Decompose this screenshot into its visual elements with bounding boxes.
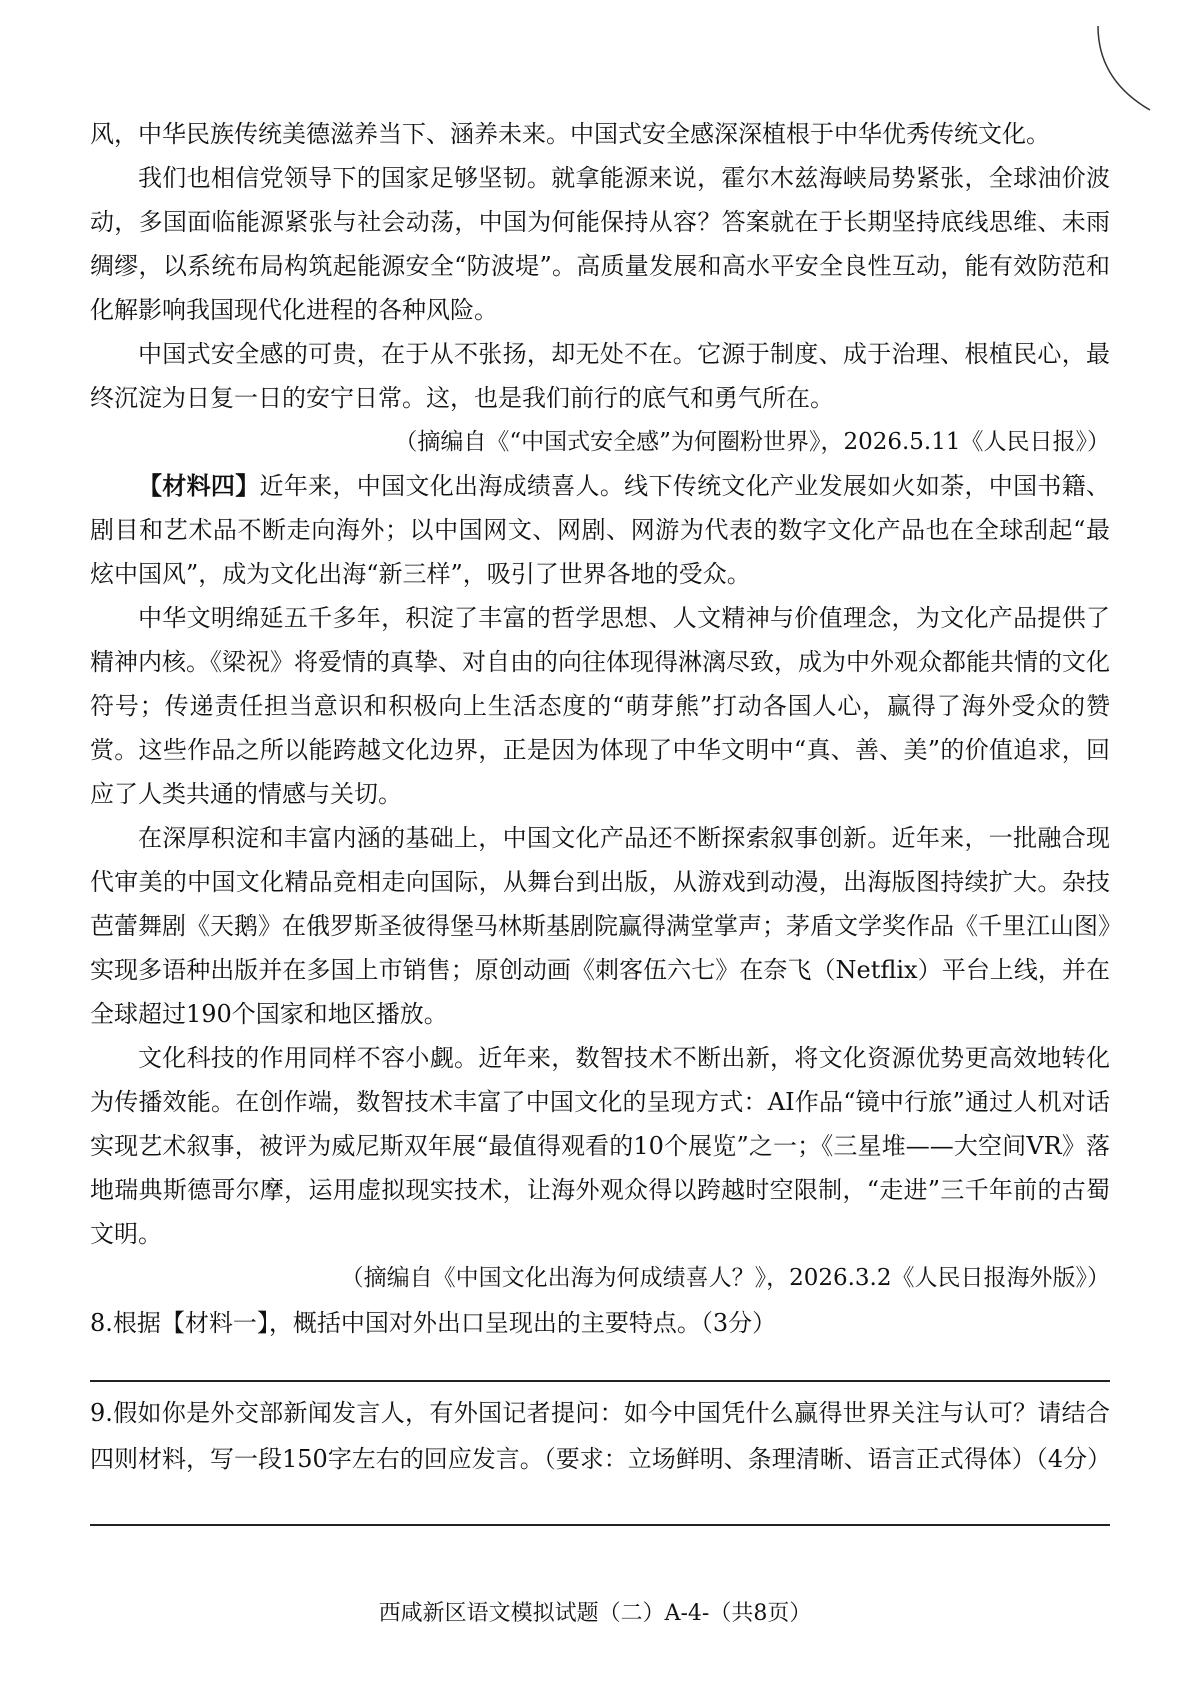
material-4-intro-text: 近年来，中国文化出海成绩喜人。线下传统文化产业发展如火如荼，中国书籍、剧目和艺术品不断走向海外；以中国网文、网剧、网游为代表的数字文化产品也在全球刮起“最炫中国风”，成为文化出海“新三样”，吸引了世界各地的受众。 (90, 472, 1111, 588)
answer-line-q9 (90, 1524, 1110, 1526)
paragraph-energy-security: 我们也相信党领导下的国家足够坚韧。就拿能源来说，霍尔木兹海峡局势紧张，全球油价波动，多国面临能源紧张与社会动荡，中国为何能保持从容？答案就在于长期坚持底线思维、未雨绸缪，以系统布局构筑起能源安全“防波堤”。高质量发展和高水平安全良性互动，能有效防范和化解影响我国现代化进程的各种风险。 (90, 164, 1110, 324)
paragraph-continuation: 风，中华民族传统美德滋养当下、涵养未来。中国式安全感深深植根于中华优秀传统文化。 (90, 120, 1050, 148)
material-4-paragraph-1 (90, 464, 1110, 596)
source-citation-material-3: （摘编自《“中国式安全感”为何圈粉世界》，2026.5.11《人民日报》） (394, 429, 1110, 455)
exam-page-body (90, 112, 1110, 1526)
paragraph-security-value: 中国式安全感的可贵，在于从不张扬，却无处不在。它源于制度、成于治理、根植民心，最终沉淀为日复一日的安宁日常。这，也是我们前行的底气和勇气所在。 (90, 340, 1110, 412)
material-4-paragraph-3: 在深厚积淀和丰富内涵的基础上，中国文化产品还不断探索叙事创新。近年来，一批融合现代审美的中国文化精品竞相走向国际，从舞台到出版，从游戏到动漫，出海版图持续扩大。杂技芭蕾舞剧《天鹅》在俄罗斯圣彼得堡马林斯基剧院赢得满堂掌声；茅盾文学奖作品《千里江山图》实现多语种出版并在多国上市销售；原创动画《刺客伍六七》在奈飞（Netflix）平台上线，并在全球超过190个国家和地区播放。 (90, 824, 1110, 1028)
source-citation-material-4: （摘编自《中国文化出海为何成绩喜人？》，2026.3.2《人民日报海外版》） (340, 1265, 1110, 1291)
material-4-label: 【材料四】 (138, 471, 260, 500)
page-footer: 西咸新区语文模拟试题（二）A-4-（共8页） (378, 1601, 812, 1626)
question-9: 9.假如你是外交部新闻发言人，有外国记者提问：如今中国凭什么赢得世界关注与认可？请结合四则材料，写一段150字左右的回应发言。（要求：立场鲜明、条理清晰、语言正式得体）（4分） (90, 1399, 1112, 1473)
corner-scan-arc (990, 0, 1190, 130)
question-8: 8.根据【材料一】，概括中国对外出口呈现出的主要特点。（3分） (90, 1309, 777, 1337)
material-4-paragraph-2: 中华文明绵延五千多年，积淀了丰富的哲学思想、人文精神与价值理念，为文化产品提供了精神内核。《梁祝》将爱情的真挚、对自由的向往体现得淋漓尽致，成为中外观众都能共情的文化符号；传递责任担当意识和积极向上生活态度的“萌芽熊”打动各国人心，赢得了海外受众的赞赏。这些作品之所以能跨越文化边界，正是因为体现了中华文明中“真、善、美”的价值追求，回应了人类共通的情感与关切。 (90, 604, 1110, 808)
material-4-paragraph-4: 文化科技的作用同样不容小觑。近年来，数智技术不断出新，将文化资源优势更高效地转化为传播效能。在创作端，数智技术丰富了中国文化的呈现方式：AI作品“镜中行旅”通过人机对话实现艺术叙事，被评为威尼斯双年展“最值得观看的10个展览”之一；《三星堆——大空间VR》落地瑞典斯德哥尔摩，运用虚拟现实技术，让海外观众得以跨越时空限制，“走进”三千年前的古蜀文明。 (90, 1044, 1110, 1248)
